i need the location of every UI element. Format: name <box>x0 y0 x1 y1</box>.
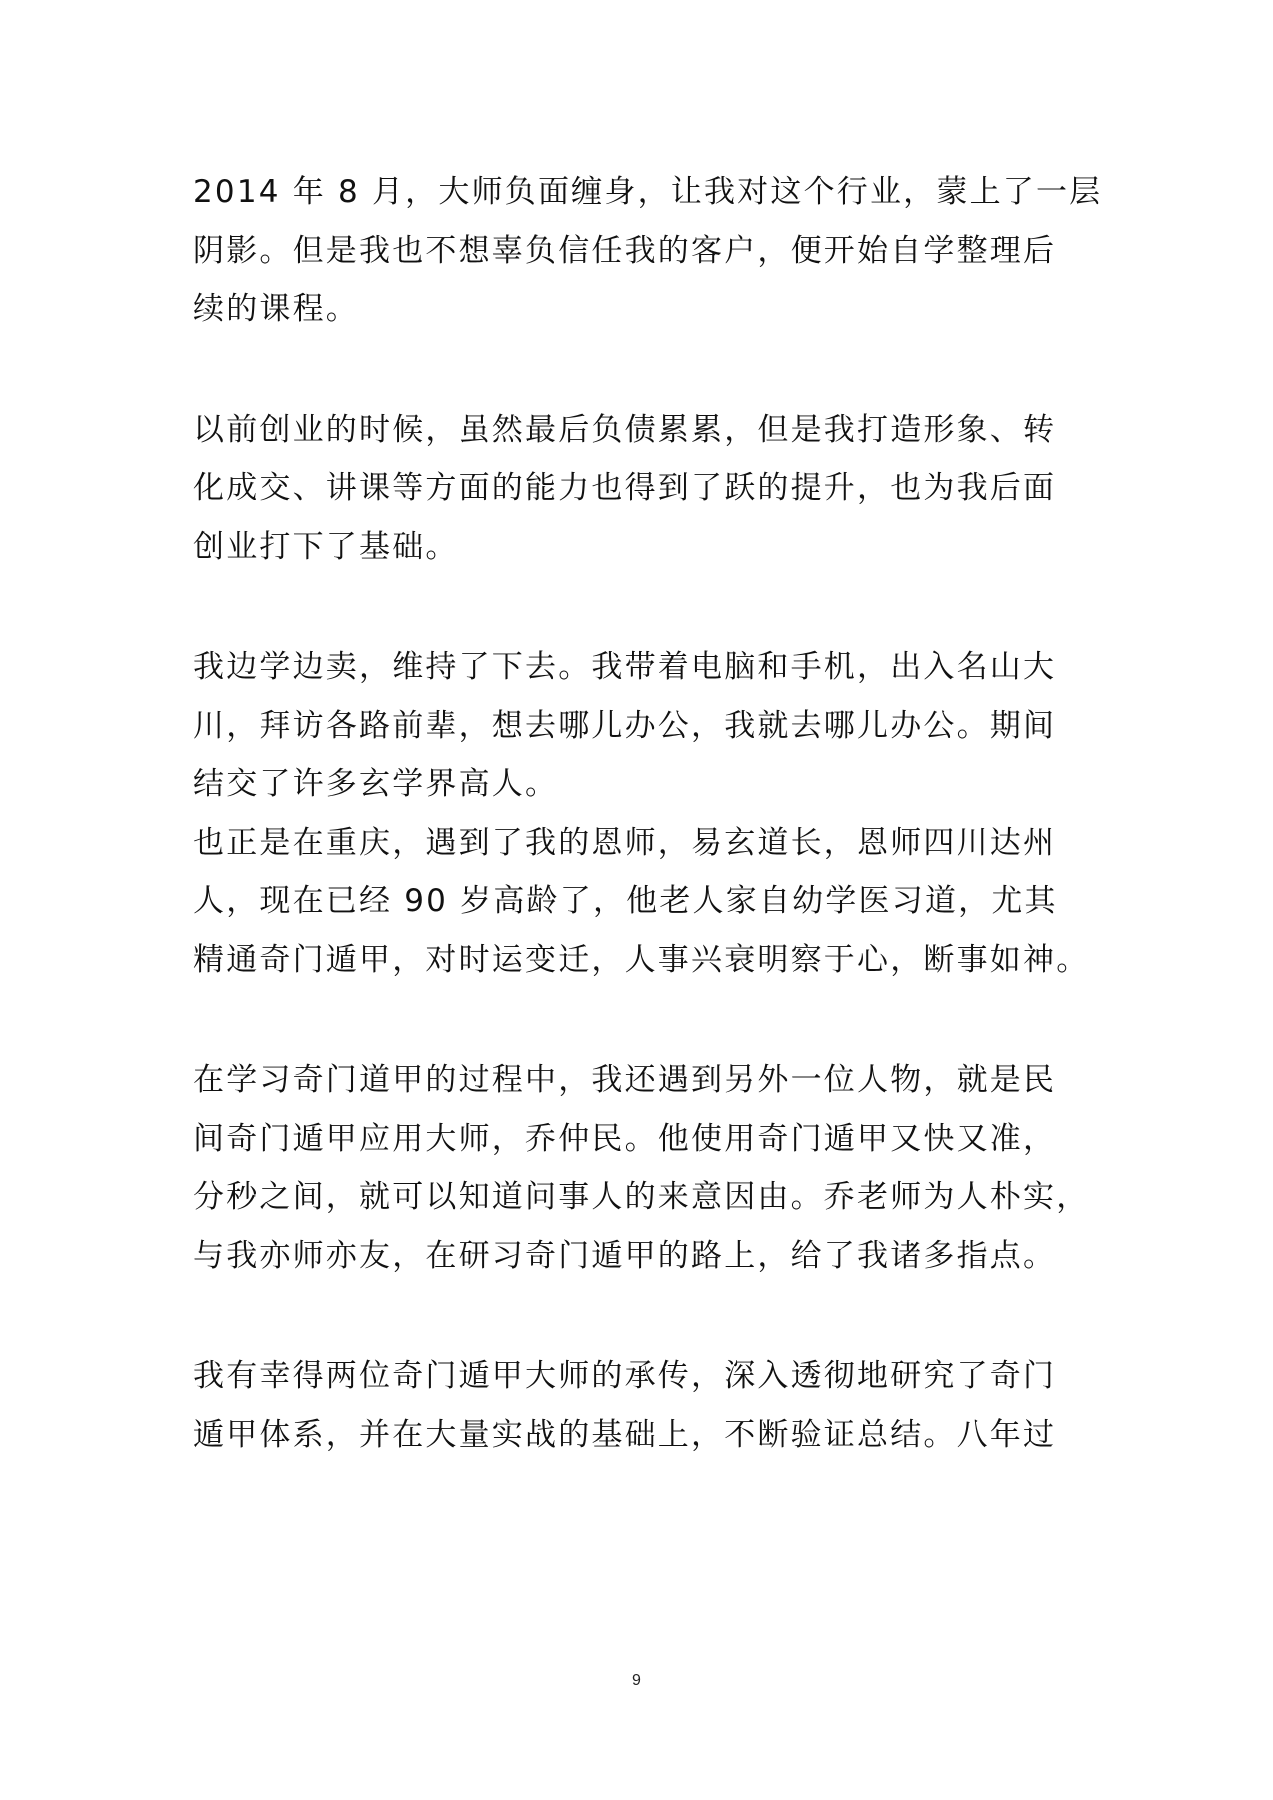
paragraph-3 <box>193 638 1093 814</box>
text-line: 化成交、讲课等方面的能力也得到了跃的提升，也为我后面 <box>193 470 1057 506</box>
page-number: 9 <box>632 1672 641 1689</box>
text-line: 精通奇门遁甲，对时运变迁，人事兴衰明察于心，断事如神。 <box>193 941 1090 978</box>
text-line: 也正是在重庆，遇到了我的恩师，易玄道长，恩师四川达州 <box>193 824 1057 861</box>
text-line: 我边学边卖，维持了下去。我带着电脑和手机，出入名山大 <box>193 649 1057 685</box>
text-line: 续的课程。 <box>193 291 359 327</box>
body-text <box>193 163 1103 1464</box>
text-line: 人，现在已经 90 岁高龄了，他老人家自幼学医习道，尤其 <box>193 883 1058 919</box>
text-line: 分秒之间，就可以知道问事人的来意因由。乔老师为人朴实， <box>193 1179 1090 1215</box>
paragraph-1 <box>193 163 1103 339</box>
text-line: 阴影。但是我也不想辜负信任我的客户，便开始自学整理后 <box>193 232 1057 269</box>
paragraph-6 <box>193 1347 1093 1464</box>
text-line: 与我亦师亦友，在研习奇门遁甲的路上，给了我诸多指点。 <box>193 1237 1057 1274</box>
paragraph-5 <box>193 1051 1093 1285</box>
text-line: 川，拜访各路前辈，想去哪儿办公，我就去哪儿办公。期间 <box>193 707 1057 744</box>
text-line: 遁甲体系，并在大量实战的基础上，不断验证总结。八年过 <box>193 1416 1057 1453</box>
text-line: 创业打下了基础。 <box>193 528 459 565</box>
paragraph-2 <box>193 401 1093 577</box>
text-line: 间奇门遁甲应用大师，乔仲民。他使用奇门遁甲又快又准， <box>193 1120 1057 1157</box>
paragraph-4 <box>193 814 1093 990</box>
text-line: 以前创业的时候，虽然最后负债累累，但是我打造形象、转 <box>193 411 1057 448</box>
text-line: 在学习奇门道甲的过程中，我还遇到另外一位人物，就是民 <box>193 1062 1057 1098</box>
text-line: 2014 年 8 月，大师负面缠身，让我对这个行业，蒙上了一层 <box>193 174 1103 210</box>
text-line: 我有幸得两位奇门遁甲大师的承传，深入透彻地研究了奇门 <box>193 1358 1057 1394</box>
text-line: 结交了许多玄学界高人。 <box>193 766 559 802</box>
